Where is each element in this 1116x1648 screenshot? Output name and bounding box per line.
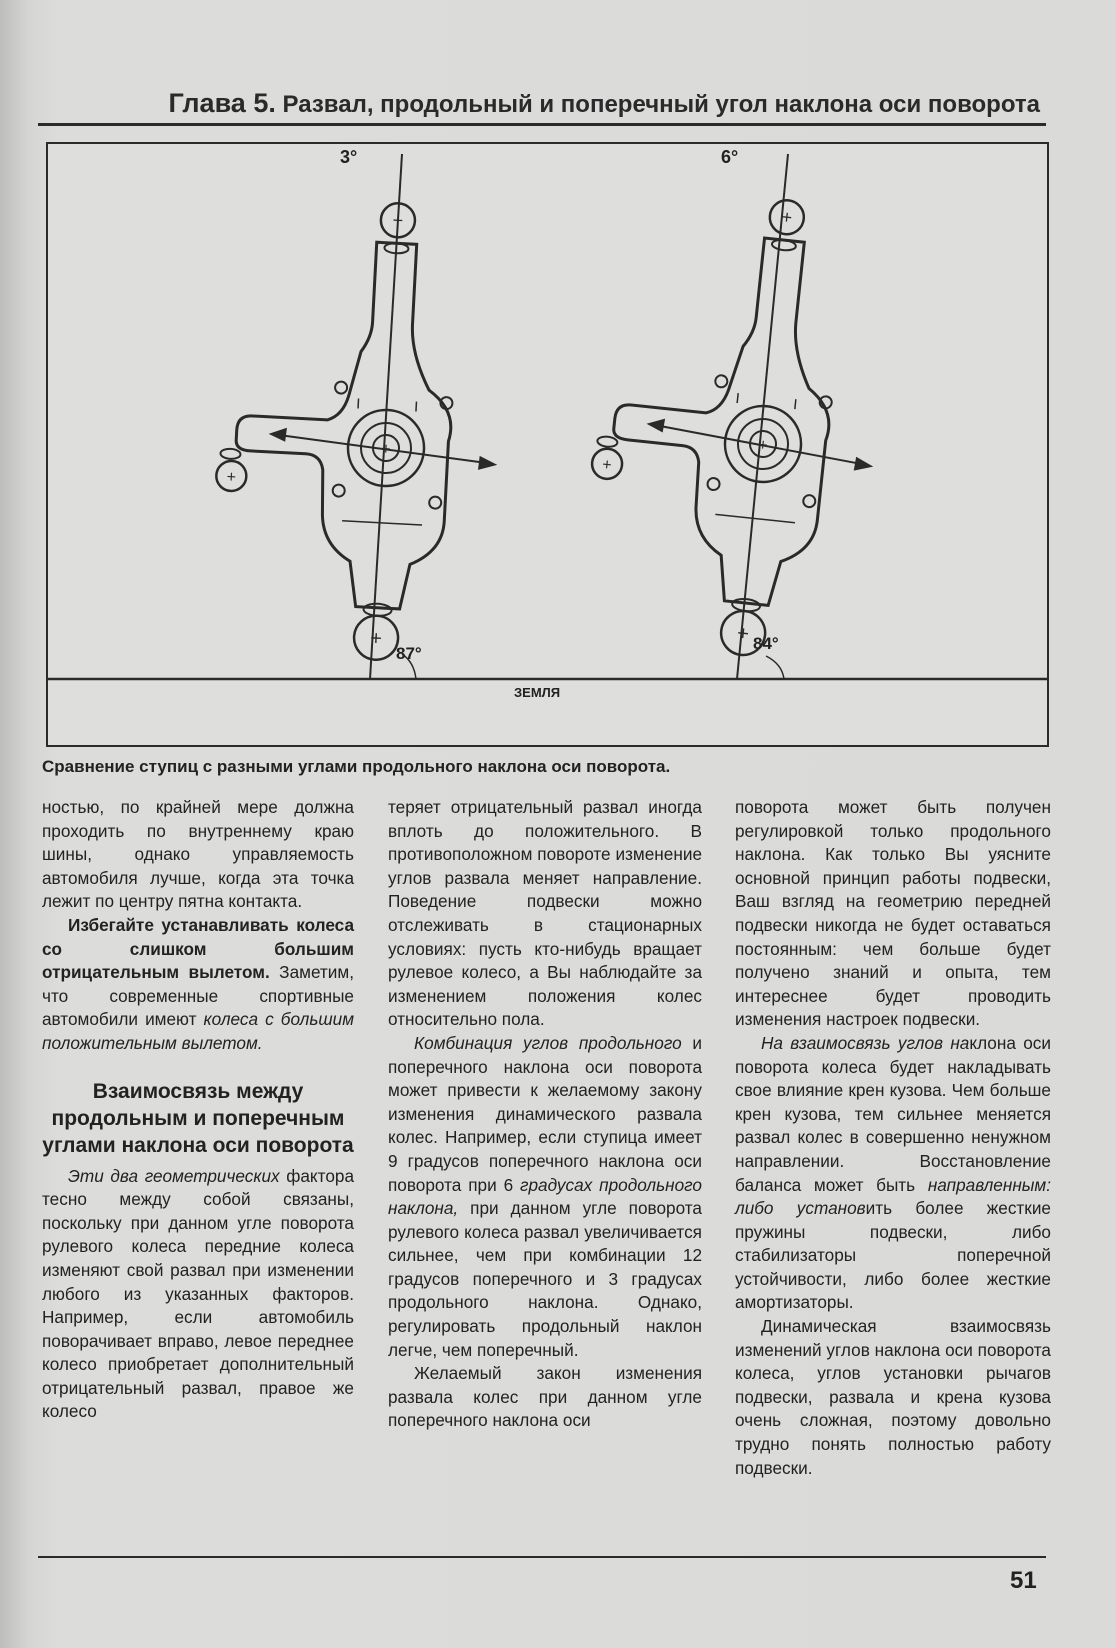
page-number: 51 bbox=[1010, 1567, 1037, 1594]
col1-paragraph-1: ностью, по крайней мере должна проходить по внутреннему краю шины, однако управляемость автомобиля лучше, когда эта точка лежит по центру пятна контакта. bbox=[42, 797, 354, 912]
col3-paragraph-2: На взаимосвязь углов наклона оси поворота колеса будет накладывать свое влияние крен кузова. Чем больше крен кузова, тем сильнее меняется развал колес в совершенно ненужном направлении. Восстановление баланса может быть направленным: либо установить более жесткие пружины подвески, либо стабилизаторы поперечной устойчивости, либо более жесткие амортизаторы. bbox=[735, 1032, 1051, 1313]
chapter-number: Глава 5. bbox=[168, 88, 276, 118]
angle-label-87: 87° bbox=[396, 644, 422, 663]
figure-box bbox=[42, 137, 1049, 747]
col3-paragraph-1: поворота может быть получен регулировкой только продольного наклона. Как только Вы уясните основной принцип работы подвески, Ваш взгляд на геометрию передней подвески никогда не будет оставаться постоянным: чем больше будет получено знаний и опыта, тем интереснее будет проводить изменения настроек подвески. bbox=[735, 797, 1051, 1030]
footer-rule bbox=[38, 1556, 1046, 1558]
text-column-1 bbox=[42, 796, 354, 1424]
section-heading: Взаимосвязь между продольным и поперечным углами наклона оси поворота bbox=[42, 1079, 354, 1157]
text-column-2 bbox=[388, 796, 702, 1433]
col2-paragraph-2: Комбинация углов продольного и поперечного наклона оси поворота может привести к желаемому закону изменения динамического развала колес. Например, если ступица имеет 9 градусов поперечного наклона оси поворота при 6 градусах продольного наклона, при данном угле поворота рулевого колеса развал увеличивается сильнее, чем при комбинации 12 градусов поперечного и 3 градусах продольного наклона. Однако, регулировать продольный наклон легче, чем поперечный. bbox=[388, 1032, 702, 1360]
chapter-header bbox=[120, 88, 1040, 119]
text-column-3 bbox=[735, 796, 1051, 1480]
header-rule bbox=[38, 123, 1046, 126]
chapter-title: Развал, продольный и поперечный угол наклона оси поворота bbox=[282, 91, 1040, 118]
figure-caption: Сравнение ступиц с разными углами продольного наклона оси поворота. bbox=[42, 757, 671, 776]
angle-label-84: 84° bbox=[753, 634, 779, 653]
col1-paragraph-3: Эти два геометрических фактора тесно между собой связаны, поскольку при данном угле поворота рулевого колеса передние колеса изменяют свой развал при изменении любого из указанных факторов. Например, если автомобиль поворачивает вправо, левое переднее колесо приобретает дополнительный отрицательный развал, правое же колесо bbox=[42, 1165, 354, 1422]
ground-label: ЗЕМЛЯ bbox=[514, 685, 561, 700]
hub-diagram: + + bbox=[48, 144, 1047, 745]
col3-paragraph-3: Динамическая взаимосвязь изменений углов наклона оси поворота колеса, углов установки рычагов подвески, развала и крена кузова очень сложная, поэтому довольно трудно понять полностью работу подвески. bbox=[735, 1316, 1051, 1478]
angle-label-6: 6° bbox=[721, 147, 739, 167]
col1-paragraph-2: Избегайте устанавливать колеса со слишком большим отрицательным вылетом. Заметим, что современные спортивные автомобили имеют колеса с большим положительным вылетом. bbox=[42, 914, 354, 1053]
col2-paragraph-1: теряет отрицательный развал иногда вплоть до положительного. В противоположном повороте изменение углов развала меняет направление. Поведение подвески можно отслеживать в стационарных условиях: пусть кто-нибудь вращает рулевое колесо, а Вы наблюдайте за изменением положения колес относительно пола. bbox=[388, 797, 702, 1030]
col2-paragraph-3: Желаемый закон изменения развала колес при данном угле поперечного наклона оси bbox=[388, 1363, 702, 1431]
angle-label-3: 3° bbox=[340, 147, 358, 167]
